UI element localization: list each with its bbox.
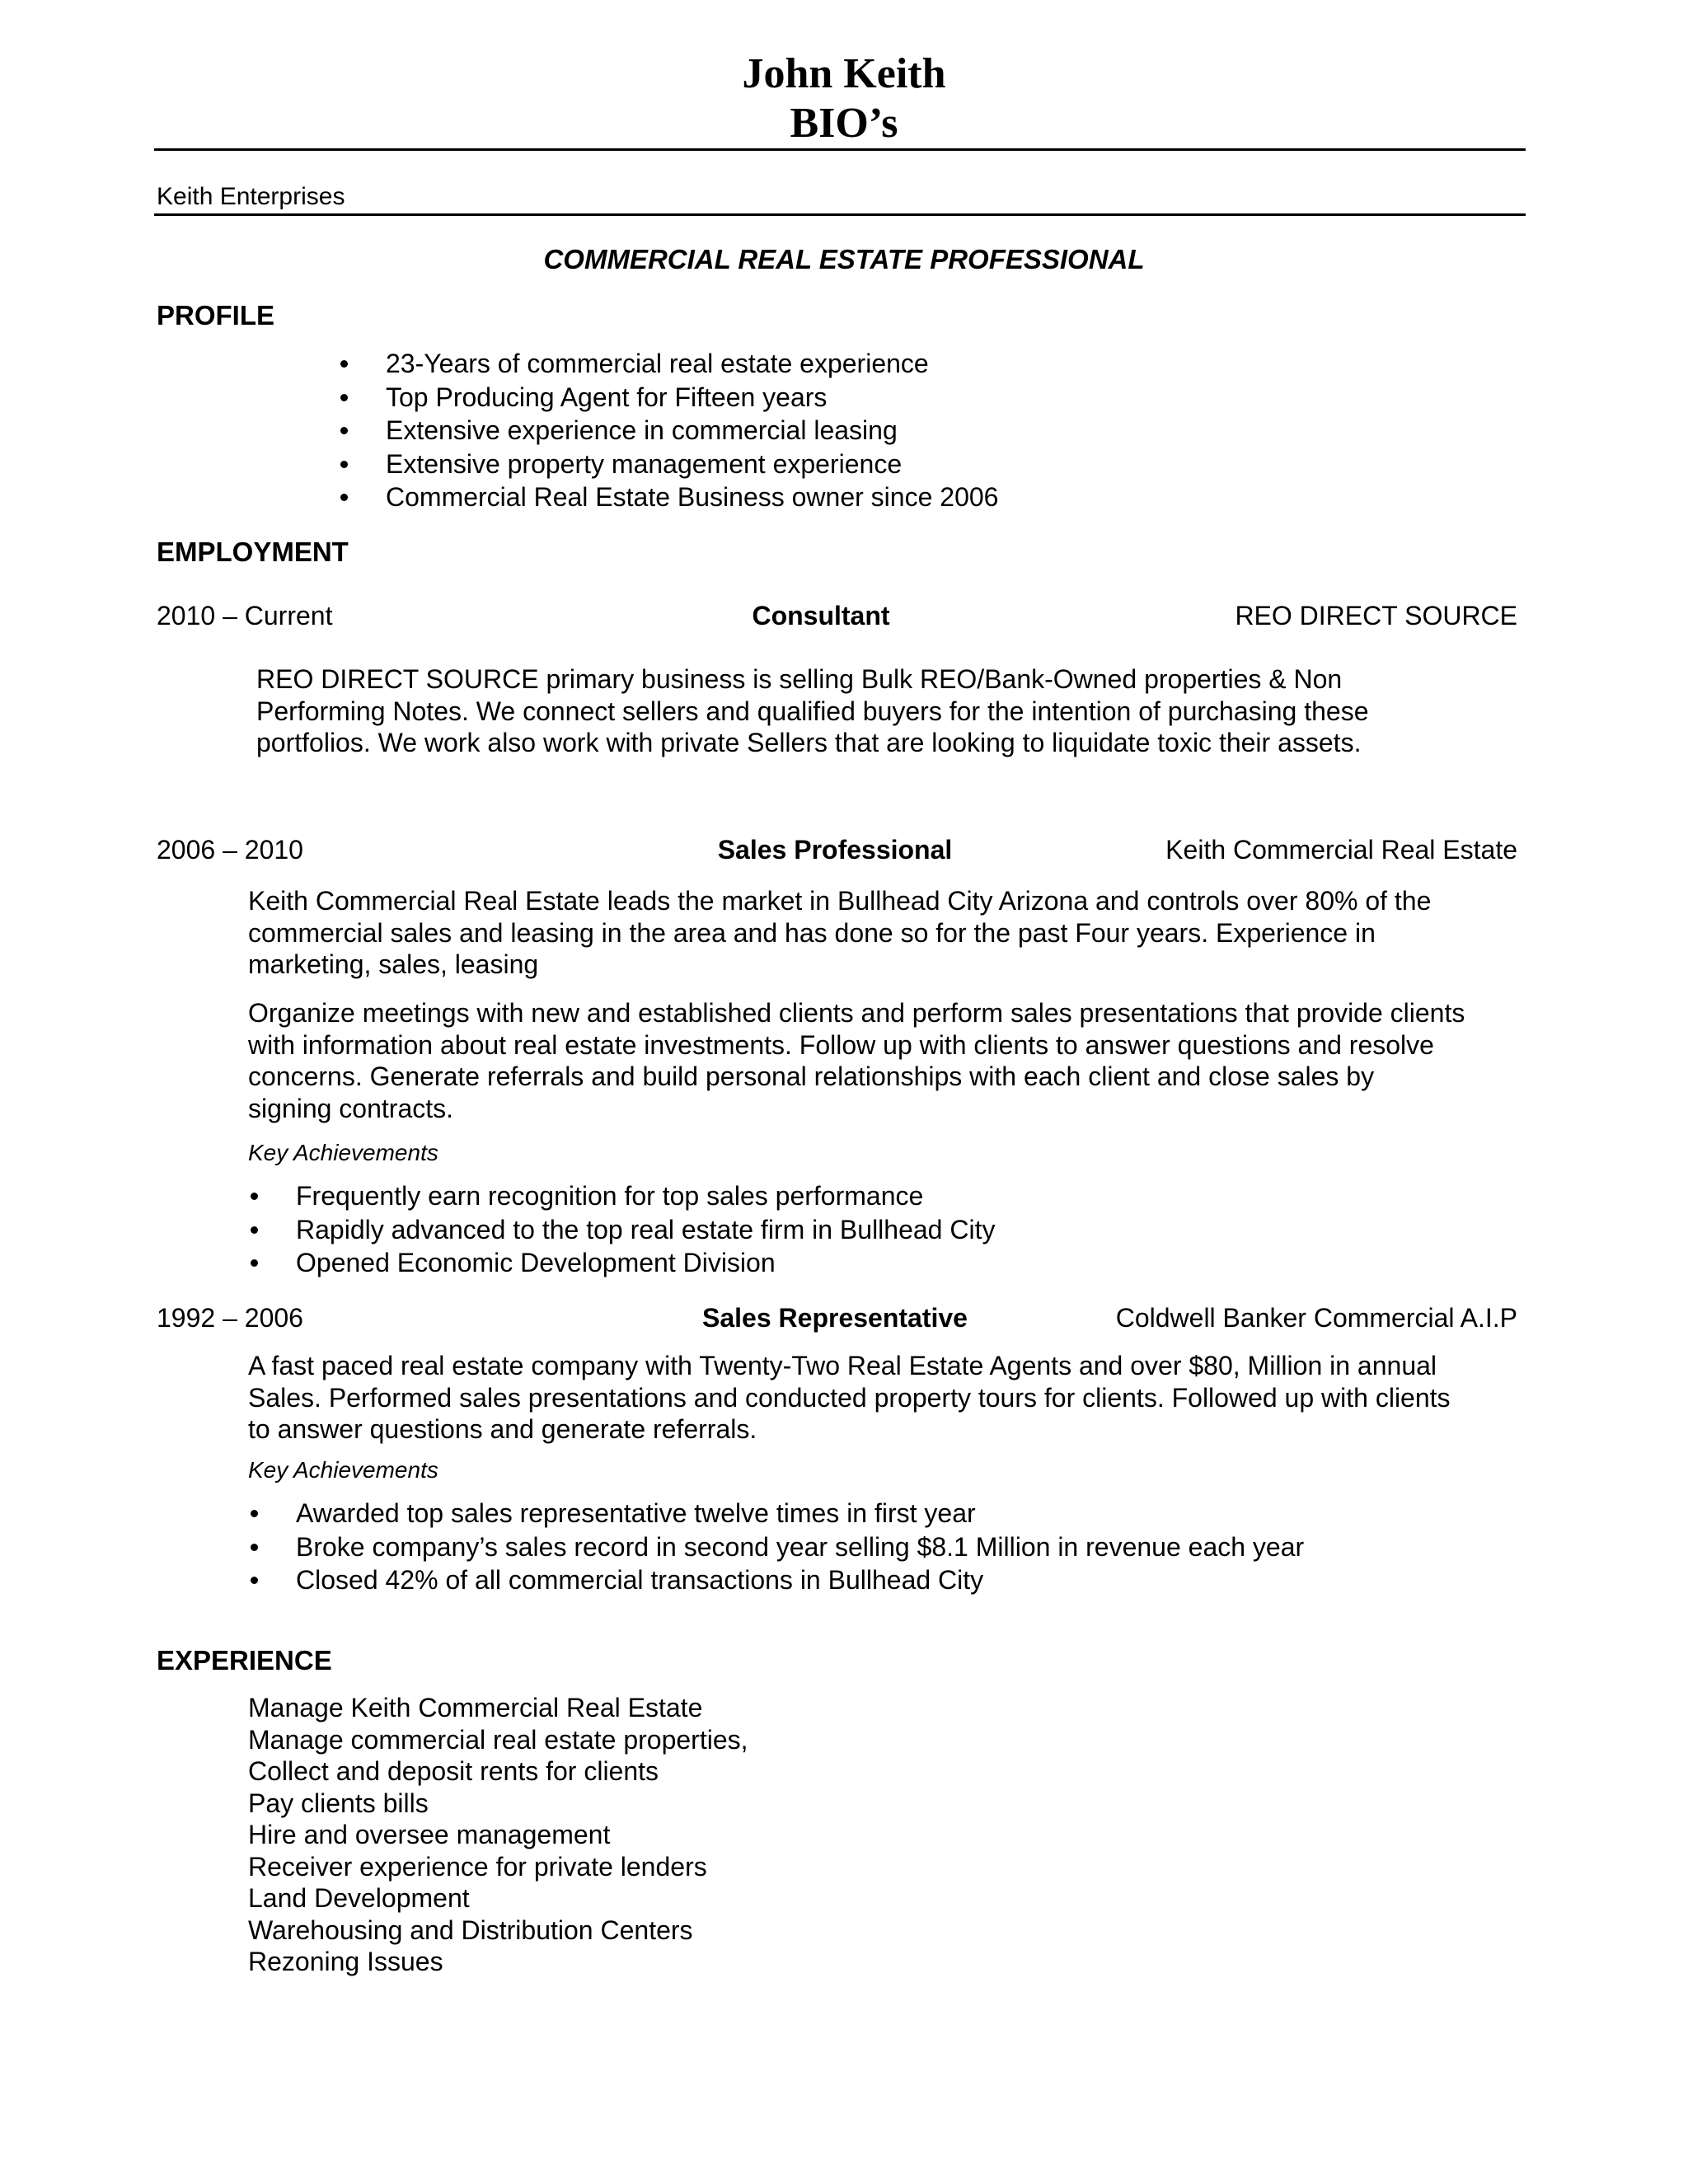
header-divider — [154, 148, 1526, 151]
achievements-label: Key Achievements — [248, 1457, 438, 1483]
list-item: Hire and oversee management — [248, 1820, 611, 1849]
job-title: Sales Professional — [717, 835, 953, 865]
list-item: Extensive experience in commercial leasing — [336, 414, 998, 448]
achievements-label: Key Achievements — [248, 1140, 438, 1165]
list-item: Commercial Real Estate Business owner since 2006 — [336, 480, 998, 514]
job-title: Sales Representative — [702, 1303, 968, 1333]
job-company: Keith Commercial Real Estate — [1165, 835, 1517, 865]
list-item: 23-Years of commercial real estate experience — [336, 347, 998, 381]
page-subtitle: BIO’s — [790, 100, 898, 147]
headline: COMMERCIAL REAL ESTATE PROFESSIONAL — [543, 244, 1145, 274]
company-name: Keith Enterprises — [157, 183, 345, 210]
list-item: Receiver experience for private lenders — [248, 1851, 707, 1882]
list-item: Rapidly advanced to the top real estate firm in Bullhead City — [246, 1213, 995, 1247]
list-item: Warehousing and Distribution Centers — [248, 1915, 693, 1945]
description-line: commercial sales and leasing in the area and has done so for the past Four years. Experience in — [248, 917, 1376, 948]
duties-line: concerns. Generate referrals and build personal relationships with each client and close sales by — [248, 1062, 1375, 1091]
job-description — [256, 663, 1369, 759]
employment-heading: EMPLOYMENT — [157, 537, 349, 567]
profile-list — [336, 347, 998, 514]
description-line: marketing, sales, leasing — [248, 949, 539, 979]
duties-line: Organize meetings with new and established clients and perform sales presentations that provide clients — [248, 998, 1465, 1028]
list-item: Land Development — [248, 1883, 470, 1913]
list-item: Extensive property management experience — [336, 448, 998, 481]
list-item: Rezoning Issues — [248, 1947, 443, 1976]
description-line: A fast paced real estate company with Twenty-Two Real Estate Agents and over $80, Million in annual — [248, 1351, 1437, 1380]
job-company: Coldwell Banker Commercial A.I.P — [1115, 1303, 1517, 1333]
company-divider — [154, 213, 1526, 216]
list-item: Pay clients bills — [248, 1788, 429, 1818]
job-duties — [248, 997, 1465, 1124]
description-line: Sales. Performed sales presentations and conducted property tours for clients. Followed up with clients — [248, 1382, 1451, 1413]
job-dates: 2006 – 2010 — [157, 835, 303, 865]
duties-line: signing contracts. — [248, 1093, 454, 1123]
profile-heading: PROFILE — [157, 300, 275, 330]
experience-list — [248, 1692, 748, 1978]
duties-line: with information about real estate investments. Follow up with clients to answer questions and resolve — [248, 1029, 1434, 1060]
list-item: Manage commercial real estate properties, — [248, 1724, 748, 1755]
description-line: Performing Notes. We connect sellers and qualified buyers for the intention of purchasing these — [256, 696, 1369, 726]
achievements-list — [246, 1497, 1304, 1597]
page-title: John Keith — [742, 50, 946, 97]
list-item: Manage Keith Commercial Real Estate — [248, 1693, 703, 1722]
list-item: Collect and deposit rents for clients — [248, 1756, 659, 1786]
description-line: REO DIRECT SOURCE primary business is selling Bulk REO/Bank-Owned properties & Non — [256, 664, 1343, 694]
list-item: Opened Economic Development Division — [246, 1246, 995, 1280]
job-dates: 1992 – 2006 — [157, 1303, 303, 1333]
description-line: portfolios. We work also work with private Sellers that are looking to liquidate toxic their assets. — [256, 728, 1362, 757]
experience-heading: EXPERIENCE — [157, 1645, 332, 1675]
list-item: Closed 42% of all commercial transactions in Bullhead City — [246, 1563, 1304, 1597]
job-description — [248, 885, 1431, 981]
job-company: REO DIRECT SOURCE — [1235, 601, 1517, 630]
job-dates: 2010 – Current — [157, 601, 333, 630]
achievements-list — [246, 1179, 995, 1280]
description-line: Keith Commercial Real Estate leads the market in Bullhead City Arizona and controls over 80% of the — [248, 886, 1432, 916]
list-item: Awarded top sales representative twelve times in first year — [246, 1497, 1304, 1530]
list-item: Frequently earn recognition for top sales performance — [246, 1179, 995, 1213]
list-item: Broke company’s sales record in second year selling $8.1 Million in revenue each year — [246, 1530, 1304, 1564]
job-title: Consultant — [752, 601, 890, 630]
description-line: to answer questions and generate referrals. — [248, 1414, 757, 1444]
job-description — [248, 1350, 1451, 1446]
list-item: Top Producing Agent for Fifteen years — [336, 381, 998, 415]
